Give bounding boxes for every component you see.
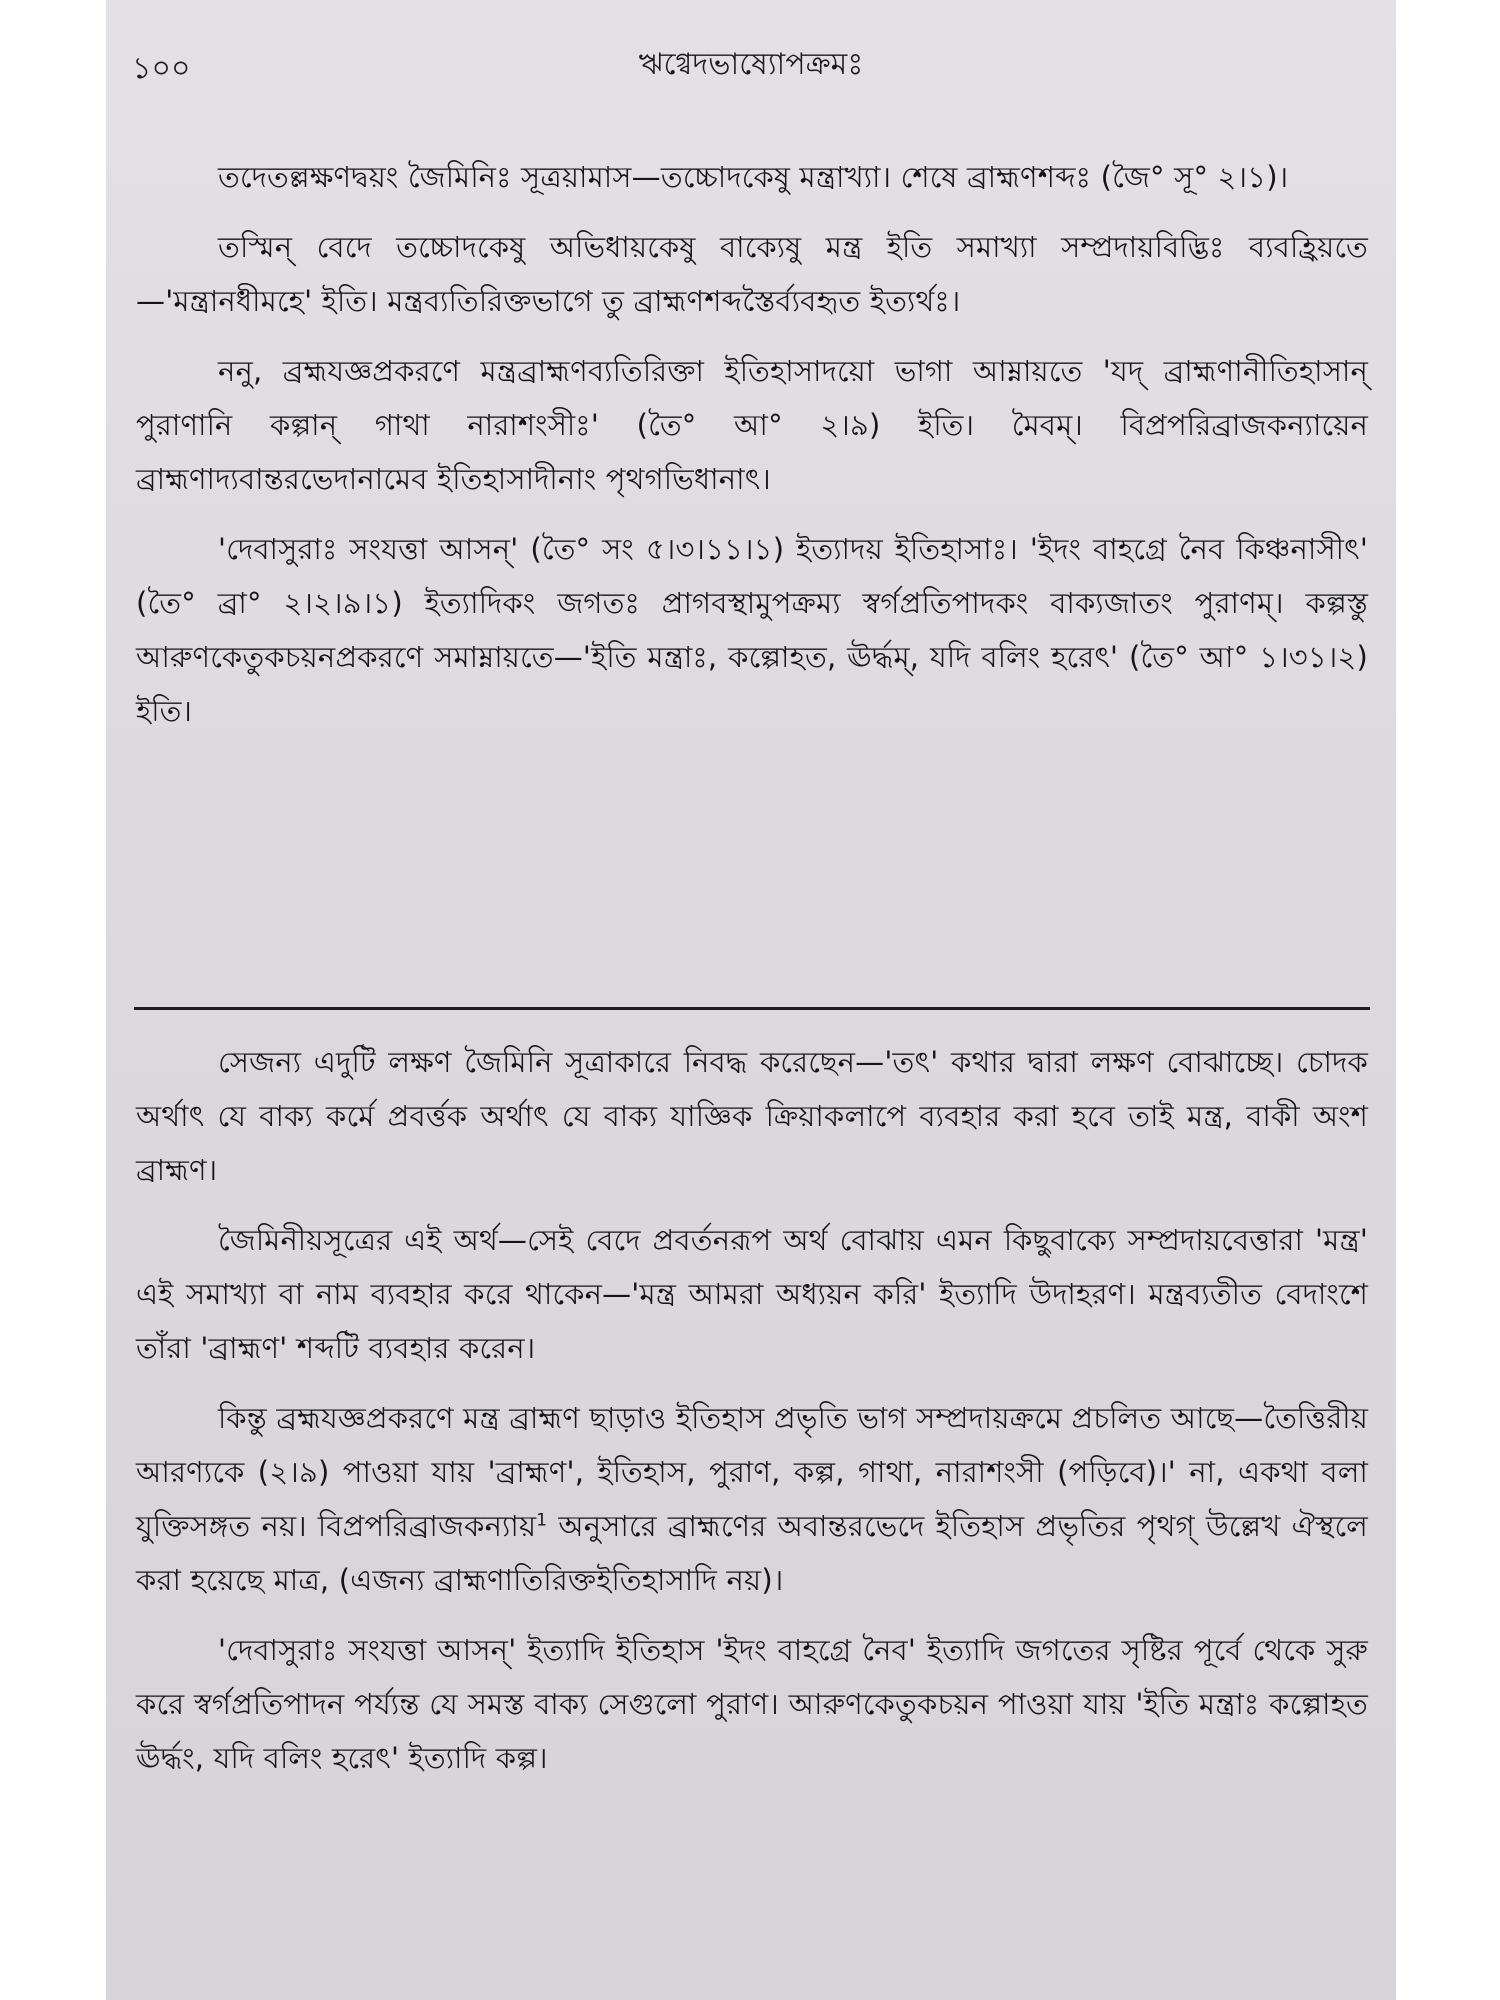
running-header [106, 10, 1396, 86]
section-divider-rule [134, 1007, 1370, 1010]
sanskrit-commentary [136, 150, 1368, 754]
bengali-paragraph [136, 1391, 1368, 1607]
running-title: ঋগ্বেদভাষ্যোপক্রমঃ [638, 47, 864, 82]
bengali-translation [136, 1035, 1368, 1801]
bengali-paragraph-text: কিন্তু ব্রহ্মযজ্ঞপ্রকরণে মন্ত্র ব্রাহ্মণ ছাড়াও ইতিহাস প্রভৃতি ভাগ সম্প্রদায়ক্রমে প্রচলিত আছে—তৈত্তিরীয় আরণ্যকে (২।৯) পাওয়া যায় 'ব্রাহ্মণ', ইতিহাস, পুরাণ, কল্প, গাথা, নারাশংসী (পড়িবে)।' না, একথা বলা যুক্তিসঙ্গত নয়। বিপ্রপরিব্রাজকন্যায় [136, 1401, 1369, 1543]
sanskrit-paragraph: তস্মিন্ বেদে তচ্চোদকেষু অভিধায়কেষু বাক্যেষু মন্ত্র ইতি সমাখ্যা সম্প্রদায়বিদ্ভিঃ ব্যবহ্রিয়তে—'মন্ত্রানধীমহে' ইতি। মন্ত্রব্যতিরিক্তভাগে তু ব্রাহ্মণশব্দস্তৈর্ব্যবহৃত ইত্যর্থঃ। [136, 230, 1368, 318]
sanskrit-paragraph: ননু, ব্রহ্মযজ্ঞপ্রকরণে মন্ত্রব্রাহ্মণব্যতিরিক্তা ইতিহাসাদয়ো ভাগা আম্নায়তে 'যদ্ ব্রাহ্মণানীতিহাসান্ পুরাণানি কল্পান্ গাথা নারাশংসীঃ' (তৈ° আ° ২।৯) ইতি। মৈবম্। বিপ্রপরিব্রাজকন্যায়েন ব্রাহ্মণাদ্যবান্তরভেদানামেব ইতিহাসাদীনাং পৃথগভিধানাৎ। [136, 354, 1368, 496]
book-page [106, 0, 1396, 2000]
bengali-paragraph-text: অনুসারে ব্রাহ্মণের অবান্তরভেদে ইতিহাস প্রভৃতির পৃথগ্ উল্লেখ ঐস্থলে করা হয়েছে মাত্র, (এজন্য ব্রাহ্মণাতিরিক্তইতিহাসাদি নয়)। [136, 1509, 1368, 1597]
bengali-paragraph: জৈমিনীয়সূত্রের এই অর্থ—সেই বেদে প্রবর্তনরূপ অর্থ বোঝায় এমন কিছুবাক্যে সম্প্রদায়বেত্তারা 'মন্ত্র' এই সমাখ্যা বা নাম ব্যবহার করে থাকেন—'মন্ত্র আমরা অধ্যয়ন করি' ইত্যাদি উদাহরণ। মন্ত্রব্যতীত বেদাংশে তাঁরা 'ব্রাহ্মণ' শব্দটি ব্যবহার করেন। [136, 1223, 1368, 1365]
footnote-marker: 1 [536, 1510, 548, 1531]
sanskrit-paragraph: 'দেবাসুরাঃ সংযত্তা আসন্' (তৈ° সং ৫।৩।১১।১) ইত্যাদয় ইতিহাসাঃ। 'ইদং বাহগ্রে নৈব কিঞ্চনাসীৎ' (তৈ° ব্রা° ২।২।৯।১) ইত্যাদিকং জগতঃ প্রাগবস্থামুপক্রম্য স্বর্গপ্রতিপাদকং বাক্যজাতং পুরাণম্। কল্পস্তু আরুণকেতুকচয়নপ্রকরণে সমাম্নায়তে—'ইতি মন্ত্রাঃ, কল্পোহত, ঊর্দ্ধম্, যদি বলিং হরেৎ' (তৈ° আ° ১।৩১।২) ইতি। [136, 532, 1368, 728]
sanskrit-paragraph: তদেতল্লক্ষণদ্বয়ং জৈমিনিঃ সূত্রয়ামাস—তচ্চোদকেষু মন্ত্রাখ্যা। শেষে ব্রাহ্মণশব্দঃ (জৈ° সূ° ২।১)। [218, 160, 1289, 194]
bengali-paragraph: 'দেবাসুরাঃ সংযত্তা আসন্' ইত্যাদি ইতিহাস 'ইদং বাহগ্রে নৈব' ইত্যাদি জগতের সৃষ্টির পূর্বে থেকে সুরু করে স্বর্গপ্রতিপাদন পর্য্যন্ত যে সমস্ত বাক্য সেগুলো পুরাণ। আরুণকেতুকচয়ন পাওয়া যায় 'ইতি মন্ত্রাঃ কল্পোহত ঊর্দ্ধং, যদি বলিং হরেৎ' ইত্যাদি কল্প। [136, 1633, 1368, 1775]
page-number: ১০০ [132, 51, 191, 86]
bengali-paragraph: সেজন্য এদুটি লক্ষণ জৈমিনি সূত্রাকারে নিবদ্ধ করেছেন—'তৎ' কথার দ্বারা লক্ষণ বোঝাচ্ছে। চোদক অর্থাৎ যে বাক্য কর্মে প্রবর্ত্তক অর্থাৎ যে বাক্য যাজ্ঞিক ক্রিয়াকলাপে ব্যবহার করা হবে তাই মন্ত্র, বাকী অংশ ব্রাহ্মণ। [136, 1045, 1368, 1187]
